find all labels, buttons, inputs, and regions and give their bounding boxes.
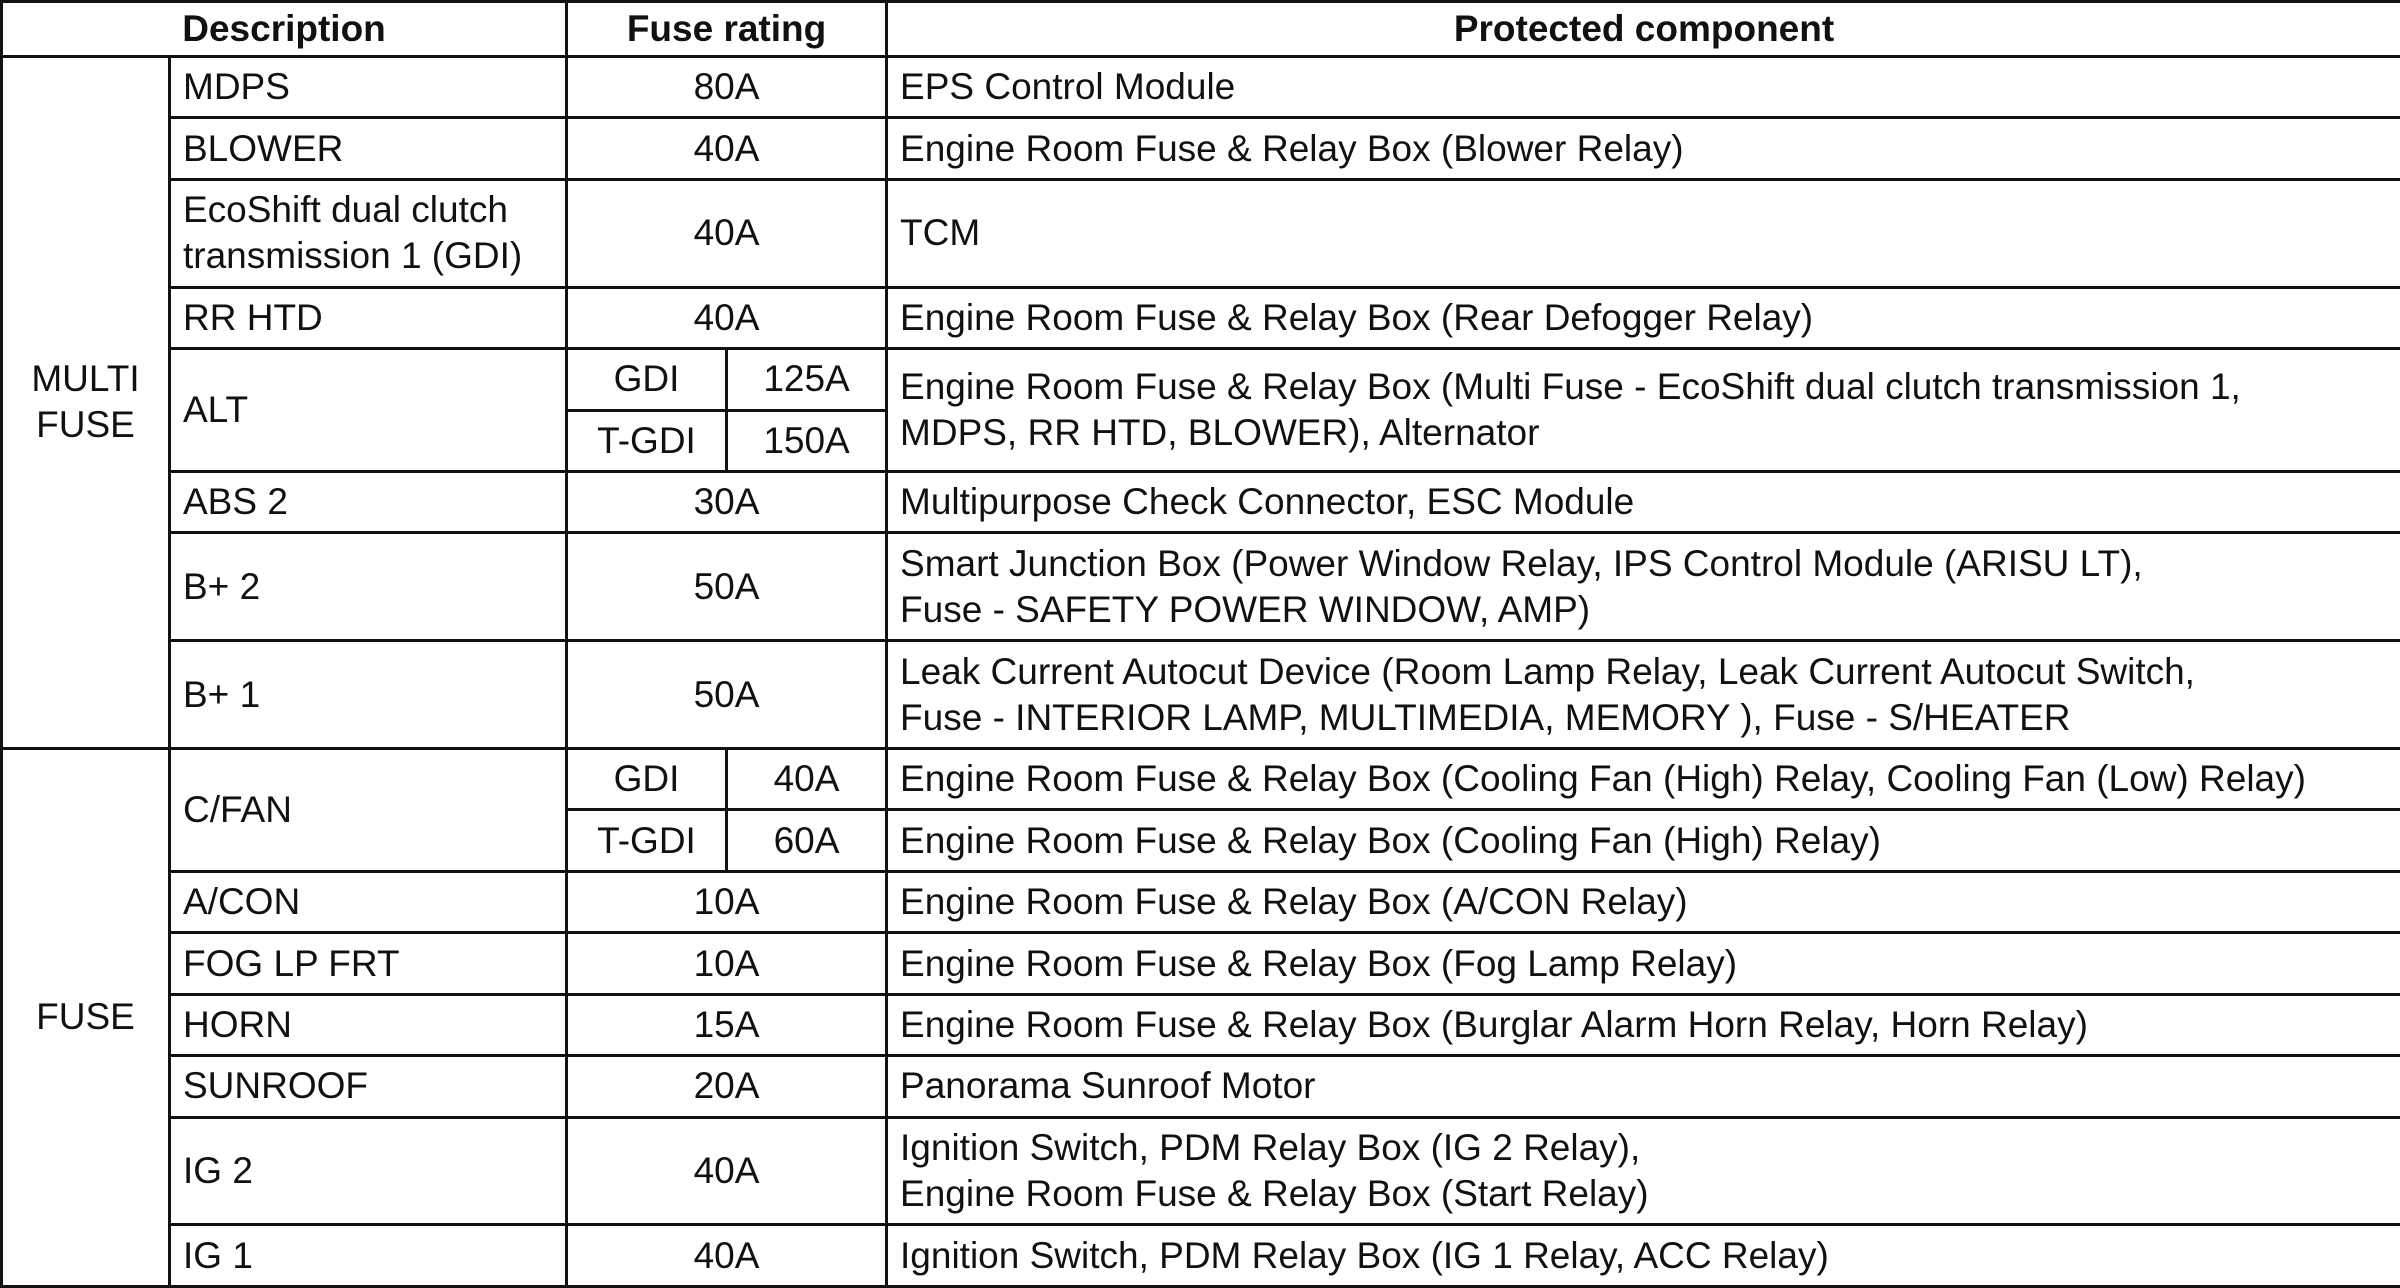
group-label-multi-fuse: MULTI FUSE [2,57,170,749]
engine-variant: GDI [567,748,727,809]
table-row [2,349,2400,410]
fuse-name: A/CON [170,871,567,932]
header-row [2,2,2400,57]
protected-component: Engine Room Fuse & Relay Box (A/CON Relay) [887,871,2400,932]
header-fuse-rating: Fuse rating [567,2,887,57]
fuse-name: HORN [170,994,567,1055]
fuse-rating: 80A [567,57,887,118]
table-row [2,871,2400,932]
protected-component: TCM [887,179,2400,287]
fuse-name: RR HTD [170,287,567,348]
fuse-rating: 40A [567,179,887,287]
protected-component: Smart Junction Box (Power Window Relay, IPS Control Module (ARISU LT), Fuse - SAFETY POWER WINDOW, AMP) [887,533,2400,641]
table-row [2,179,2400,287]
protected-component: Engine Room Fuse & Relay Box (Blower Relay) [887,118,2400,179]
engine-variant: GDI [567,349,727,410]
protected-component: Engine Room Fuse & Relay Box (Burglar Alarm Horn Relay, Horn Relay) [887,994,2400,1055]
table-row [2,748,2400,809]
table-row [2,994,2400,1055]
protected-component: Engine Room Fuse & Relay Box (Multi Fuse - EcoShift dual clutch transmission 1, MDPS, RR HTD, BLOWER), Alternator [887,349,2400,472]
fuse-name: SUNROOF [170,1056,567,1117]
fuse-rating: 150A [727,410,887,471]
fuse-rating: 15A [567,994,887,1055]
header-description: Description [2,2,567,57]
fuse-name: BLOWER [170,118,567,179]
table-row [2,533,2400,641]
fuse-name: FOG LP FRT [170,933,567,994]
protected-component: Engine Room Fuse & Relay Box (Rear Defogger Relay) [887,287,2400,348]
fuse-name: ALT [170,349,567,472]
fuse-rating: 40A [567,1117,887,1225]
protected-component: Leak Current Autocut Device (Room Lamp Relay, Leak Current Autocut Switch, Fuse - INTERIOR LAMP, MULTIMEDIA, MEMORY ), Fuse - S/HEATER [887,641,2400,749]
protected-component: Engine Room Fuse & Relay Box (Cooling Fan (High) Relay) [887,810,2400,871]
fuse-rating: 10A [567,871,887,932]
engine-variant: T-GDI [567,810,727,871]
engine-variant: T-GDI [567,410,727,471]
fuse-rating: 30A [567,471,887,532]
protected-component: Multipurpose Check Connector, ESC Module [887,471,2400,532]
fuse-name: C/FAN [170,748,567,871]
protected-component: Ignition Switch, PDM Relay Box (IG 2 Relay), Engine Room Fuse & Relay Box (Start Relay) [887,1117,2400,1225]
protected-component: Engine Room Fuse & Relay Box (Fog Lamp Relay) [887,933,2400,994]
table-row [2,641,2400,749]
group-label-fuse: FUSE [2,748,170,1286]
table-row [2,287,2400,348]
header-protected-component: Protected component [887,2,2400,57]
table-row [2,471,2400,532]
fuse-name: IG 2 [170,1117,567,1225]
fuse-name: B+ 1 [170,641,567,749]
table-row [2,1225,2400,1287]
fuse-rating: 40A [567,1225,887,1287]
fuse-name: EcoShift dual clutch transmission 1 (GDI) [170,179,567,287]
protected-component: Engine Room Fuse & Relay Box (Cooling Fan (High) Relay, Cooling Fan (Low) Relay) [887,748,2400,809]
fuse-rating: 50A [567,641,887,749]
protected-component: Panorama Sunroof Motor [887,1056,2400,1117]
fuse-rating: 50A [567,533,887,641]
table-row [2,118,2400,179]
table-row [2,57,2400,118]
fuse-rating: 40A [567,118,887,179]
fuse-name: MDPS [170,57,567,118]
fuse-rating: 40A [727,748,887,809]
table-row [2,933,2400,994]
fuse-rating: 10A [567,933,887,994]
fuse-name: ABS 2 [170,471,567,532]
fuse-rating: 20A [567,1056,887,1117]
protected-component: Ignition Switch, PDM Relay Box (IG 1 Relay, ACC Relay) [887,1225,2400,1287]
fuse-rating: 125A [727,349,887,410]
fuse-name: IG 1 [170,1225,567,1287]
fuse-rating: 40A [567,287,887,348]
table-row [2,1056,2400,1117]
protected-component: EPS Control Module [887,57,2400,118]
fuse-name: B+ 2 [170,533,567,641]
fuse-rating: 60A [727,810,887,871]
table-row [2,1117,2400,1225]
